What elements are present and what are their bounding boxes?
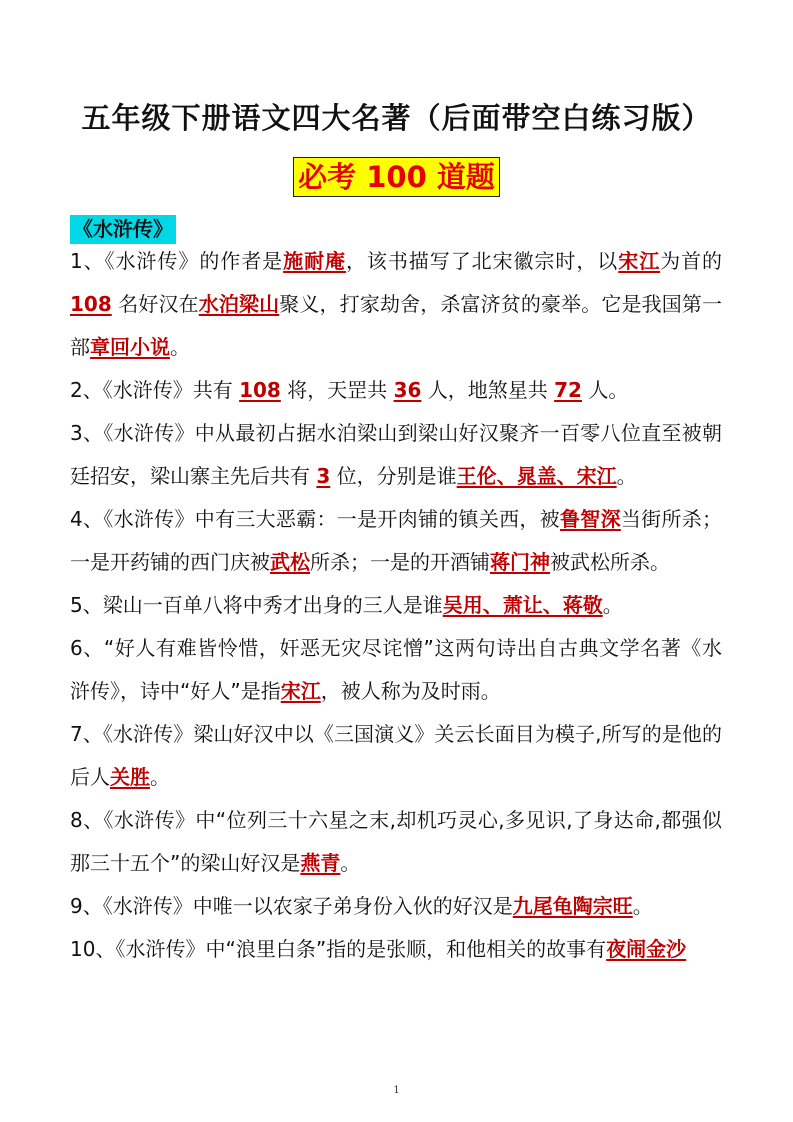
answer-text: 施耐庵 xyxy=(283,249,346,273)
question-item xyxy=(70,412,722,498)
question-text: 《水浒传》共有 xyxy=(102,378,240,402)
question-text: 《水浒传》中“浪里白条”指的是张顺，和他相关的故事有 xyxy=(115,937,607,961)
question-text: 为首的 xyxy=(660,249,723,273)
question-text: 。 xyxy=(150,765,170,789)
subtitle-container xyxy=(0,157,793,197)
question-number: 7、 xyxy=(70,722,103,746)
subtitle-banner: 必考 100 道题 xyxy=(293,157,500,197)
question-text: 位，分别是谁 xyxy=(330,464,457,488)
question-text: 人。 xyxy=(581,378,629,402)
question-item xyxy=(70,627,722,713)
question-number: 9、 xyxy=(70,894,103,918)
question-item xyxy=(70,713,722,799)
answer-text: 宋江 xyxy=(280,679,321,703)
section-heading: 《水浒传》 xyxy=(70,215,176,244)
question-text: 《水浒传》中唯一以农家子弟身份入伙的好汉是 xyxy=(102,894,513,918)
question-item xyxy=(70,369,722,412)
question-text: 梁山一百单八将中秀才出身的三人是谁 xyxy=(102,593,443,617)
answer-text: 蒋门神 xyxy=(490,550,550,574)
question-item xyxy=(70,240,722,369)
answer-text: 108 xyxy=(239,378,281,402)
question-number: 8、 xyxy=(70,808,104,832)
answer-text: 宋江 xyxy=(618,249,661,273)
question-text: 所杀；一是的开酒铺 xyxy=(310,550,490,574)
question-item xyxy=(70,584,722,627)
answer-text: 燕青 xyxy=(300,851,341,875)
answer-text: 武松 xyxy=(270,550,310,574)
question-number: 6、 xyxy=(70,636,104,660)
answer-text: 夜闹金沙 xyxy=(606,937,687,961)
answer-text: 关胜 xyxy=(110,765,150,789)
question-text: ，该书描写了北宋徽宗时，以 xyxy=(345,249,619,273)
answer-text: 王伦、晁盖、宋江 xyxy=(456,464,617,488)
question-text: 《水浒传》中有三大恶霸：一是开肉铺的镇关西，被 xyxy=(103,507,560,531)
answer-text: 水泊梁山 xyxy=(198,292,280,316)
question-text: 《水浒传》中从最初占据水泊梁山到梁山好汉聚齐一百零八位直至被朝廷招安，梁山寨主先后共有 xyxy=(70,421,722,488)
question-number: 3、 xyxy=(70,421,104,445)
question-text: 。 xyxy=(616,464,637,488)
answer-text: 鲁智深 xyxy=(559,507,621,531)
question-text: 人，地煞星共 xyxy=(421,378,555,402)
question-text: 。 xyxy=(170,335,190,359)
question-text: 聚义，打家劫舍，杀富济贫的豪举。它是我国第一部 xyxy=(70,292,723,359)
answer-text: 九尾龟陶宗旺 xyxy=(512,894,633,918)
question-text: 。 xyxy=(340,851,361,875)
question-text: 。 xyxy=(602,593,623,617)
document-title: 五年级下册语文四大名著（后面带空白练习版） xyxy=(81,101,712,135)
question-text: 《水浒传》的作者是 xyxy=(104,249,284,273)
question-number: 10、 xyxy=(70,937,116,961)
question-number: 5、 xyxy=(70,593,103,617)
question-item xyxy=(70,928,722,971)
question-text: “好人有难皆怜惜，奸恶无灾尽诧憎”这两句诗出自古典文学名著《水浒传》，诗中“好人”是指 xyxy=(70,636,722,703)
question-text: 当街所杀；一是开药铺的西门庆被 xyxy=(70,507,723,574)
question-number: 2、 xyxy=(70,378,103,402)
answer-text: 章回小说 xyxy=(90,335,170,359)
answer-text: 3 xyxy=(316,464,331,488)
question-text: 《水浒传》梁山好汉中以《三国演义》关云长面目为模子,所写的是他的后人 xyxy=(70,722,722,789)
question-text: ，被人称为及时雨。 xyxy=(320,679,501,703)
answer-text: 108 xyxy=(70,292,112,316)
question-item xyxy=(70,498,722,584)
question-text: 将，天罡共 xyxy=(280,378,394,402)
question-number: 4、 xyxy=(70,507,104,531)
question-text: 被武松所杀。 xyxy=(550,550,670,574)
question-text: 名好汉在 xyxy=(111,292,199,316)
question-text: 。 xyxy=(632,894,653,918)
question-item xyxy=(70,885,722,928)
question-list xyxy=(70,240,722,971)
question-item xyxy=(70,799,722,885)
question-text: 《水浒传》中“位列三十六星之末,却机巧灵心,多见识,了身达命,都强似那三十五个”的梁山好汉是 xyxy=(70,808,722,875)
page-number: 1 xyxy=(393,1085,400,1096)
answer-text: 吴用、萧让、蒋敬 xyxy=(442,593,603,617)
answer-text: 72 xyxy=(554,378,582,402)
question-number: 1、 xyxy=(70,249,105,273)
answer-text: 36 xyxy=(393,378,422,402)
